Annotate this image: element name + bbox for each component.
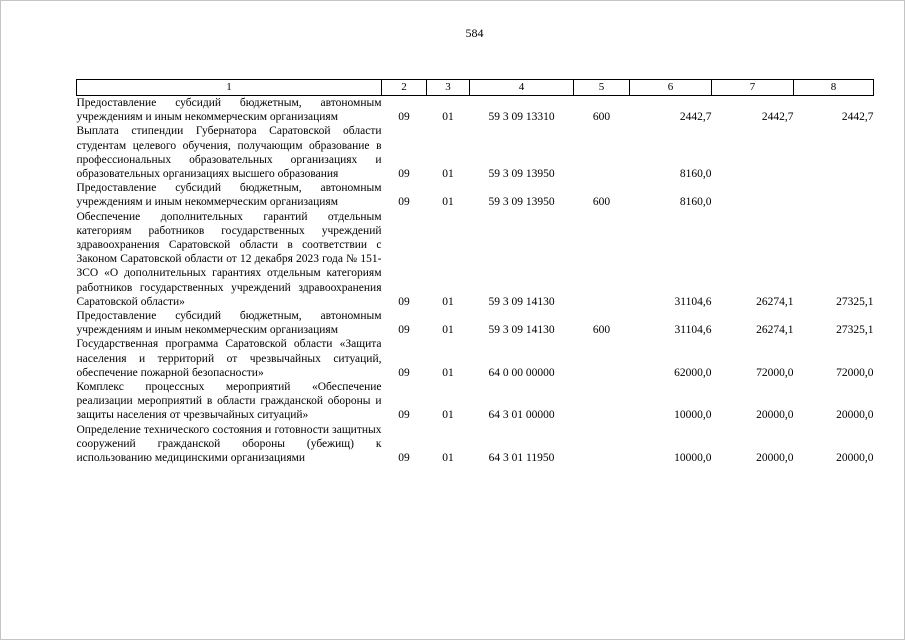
amount-year2-cell	[712, 124, 794, 181]
amount-year1-cell: 8160,0	[679, 168, 712, 181]
amount-year1-cell: 62000,0	[674, 366, 712, 379]
amount-year2-cell: 2442,7	[761, 111, 794, 124]
target-article-cell: 59 3 09 13950	[488, 168, 555, 181]
podrazdel-cell: 01	[442, 366, 454, 379]
podrazdel-cell: 01	[442, 295, 454, 308]
podrazdel-cell: 01	[442, 409, 454, 422]
target-article-cell: 59 3 09 14130	[488, 295, 555, 308]
amount-year3-cell: 2442,7	[841, 111, 874, 124]
expense-type-cell	[574, 124, 630, 181]
name-cell: Выплата стипендии Губернатора Саратовской области студентам целевого обучения, получающим образование в профессиональных образовательных организациях и образовательных организациях высшего образования	[76, 125, 382, 181]
amount-year3-cell: 20000,0	[836, 452, 874, 465]
amount-year1-cell: 31104,6	[674, 295, 712, 308]
amount-year2-cell: 20000,0	[756, 409, 794, 422]
amount-year2-cell: 72000,0	[756, 366, 794, 379]
column-header-8: 8	[794, 80, 874, 96]
expense-type-cell: 600	[592, 324, 611, 337]
target-article-cell: 64 3 01 00000	[488, 409, 555, 422]
table-row	[77, 380, 874, 423]
column-header-4: 4	[470, 80, 574, 96]
razdel-cell: 09	[398, 168, 410, 181]
podrazdel-cell: 01	[442, 111, 454, 124]
amount-year2-cell: 26274,1	[756, 295, 794, 308]
amount-year2-cell: 26274,1	[756, 324, 794, 337]
razdel-cell: 09	[398, 452, 410, 465]
name-cell: Предоставление субсидий бюджетным, автономным учреждениям и иным некоммерческим организациям	[76, 182, 382, 209]
podrazdel-cell: 01	[442, 168, 454, 181]
podrazdel-cell: 01	[442, 452, 454, 465]
razdel-cell: 09	[398, 111, 410, 124]
amount-year3-cell	[794, 124, 874, 181]
name-cell: Комплекс процессных мероприятий «Обеспечение реализации мероприятий в области гражданской обороны и защиты населения от чрезвычайных ситуаций»	[76, 381, 382, 422]
name-cell: Предоставление субсидий бюджетным, автономным учреждениям и иным некоммерческим организациям	[76, 97, 382, 124]
table-header-row	[77, 80, 874, 96]
target-article-cell: 59 3 09 14130	[488, 324, 555, 337]
expense-type-cell	[574, 380, 630, 423]
amount-year2-cell: 20000,0	[756, 452, 794, 465]
target-article-cell: 59 3 09 13950	[488, 196, 555, 209]
table-row	[77, 124, 874, 181]
target-article-cell: 64 3 01 11950	[488, 452, 555, 465]
column-header-3: 3	[427, 80, 470, 96]
name-cell: Предоставление субсидий бюджетным, автономным учреждениям и иным некоммерческим организациям	[76, 310, 382, 337]
table-row	[77, 423, 874, 466]
expense-type-cell: 600	[592, 111, 611, 124]
page-number: 584	[465, 26, 484, 40]
razdel-cell: 09	[398, 196, 410, 209]
column-header-6: 6	[630, 80, 712, 96]
razdel-cell: 09	[398, 295, 410, 308]
amount-year1-cell: 31104,6	[674, 324, 712, 337]
table-row	[77, 337, 874, 380]
amount-year2-cell	[712, 181, 794, 209]
table-row	[77, 96, 874, 125]
podrazdel-cell: 01	[442, 196, 454, 209]
table-row	[77, 210, 874, 309]
name-cell: Определение технического состояния и готовности защитных сооружений гражданской обороны (убежищ) к использованию медицинскими организациями	[76, 423, 382, 465]
name-cell: Государственная программа Саратовской области «Защита населения и территорий от чрезвычайных ситуаций, обеспечение пожарной безопасности»	[76, 338, 382, 379]
amount-year3-cell: 72000,0	[836, 366, 874, 379]
expense-type-cell	[574, 210, 630, 309]
amount-year1-cell: 10000,0	[674, 452, 712, 465]
target-article-cell: 59 3 09 13310	[488, 111, 555, 124]
expense-type-cell: 600	[592, 196, 611, 209]
amount-year3-cell: 20000,0	[836, 409, 874, 422]
name-cell: Обеспечение дополнительных гарантий отдельным категориям работников государственных учреждений здравоохранения Саратовской области в соответствии с Законом Саратовской области от 12 декабря 2023 года № 151-ЗСО «О дополнительных гарантиях отдельным категориям работников государственных учреждений здравоохранения Саратовской области»	[76, 210, 382, 308]
razdel-cell: 09	[398, 366, 410, 379]
amount-year3-cell: 27325,1	[836, 324, 874, 337]
podrazdel-cell: 01	[442, 324, 454, 337]
amount-year1-cell: 8160,0	[679, 196, 712, 209]
column-header-2: 2	[382, 80, 427, 96]
amount-year3-cell: 27325,1	[836, 295, 874, 308]
target-article-cell: 64 0 00 00000	[488, 366, 555, 379]
razdel-cell: 09	[398, 324, 410, 337]
amount-year1-cell: 10000,0	[674, 409, 712, 422]
budget-table	[76, 79, 874, 465]
column-header-7: 7	[712, 80, 794, 96]
table-row	[77, 181, 874, 209]
razdel-cell: 09	[398, 409, 410, 422]
expense-type-cell	[574, 337, 630, 380]
column-header-1: 1	[77, 80, 382, 96]
column-header-5: 5	[574, 80, 630, 96]
amount-year1-cell: 2442,7	[679, 111, 712, 124]
expense-type-cell	[574, 423, 630, 466]
table-row	[77, 309, 874, 337]
amount-year3-cell	[794, 181, 874, 209]
